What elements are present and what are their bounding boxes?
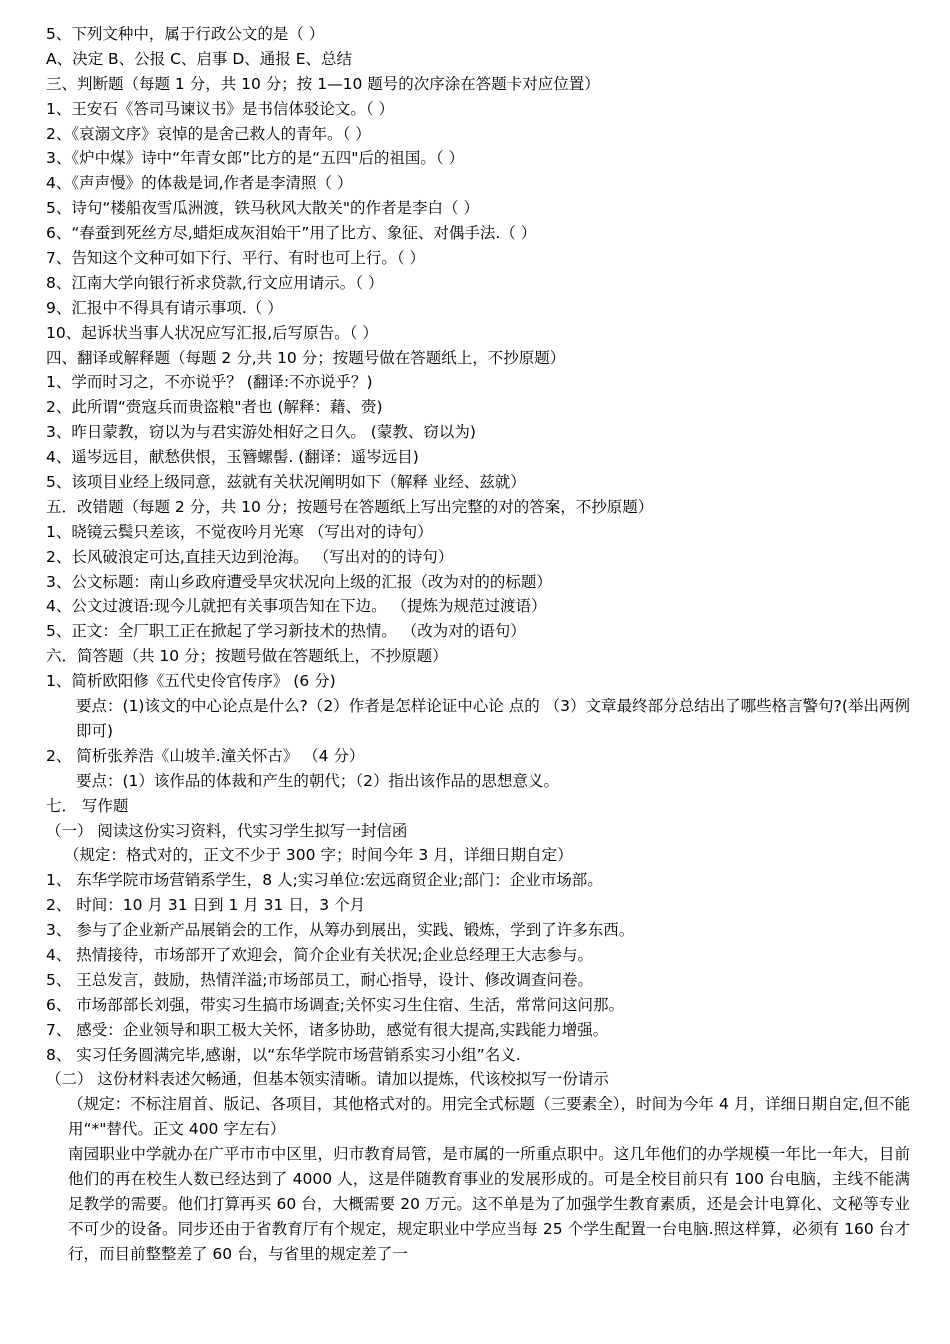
correction-item: 4、公文过渡语:现今儿就把有关事项告知在下边。 （提炼为规范过渡语） bbox=[46, 597, 547, 616]
judge-item: 1、王安石《答司马谏议书》是书信体驳论文。（ ） bbox=[46, 99, 395, 118]
writing-task-1: （一） 阅读这份实习资料，代实习学生拟写一封信函 bbox=[46, 821, 408, 840]
judge-item: 5、诗句“楼船夜雪瓜洲渡，铁马秋风大散关"的作者是李白（ ） bbox=[46, 199, 479, 218]
material-item: 2、 时间：10 月 31 日到 1 月 31 日，3 个月 bbox=[46, 896, 366, 915]
q5-options: A、决定 B、公报 C、启事 D、通报 E、总结 bbox=[46, 49, 352, 68]
section-4-heading: 四、翻译或解释题（每题 2 分,共 10 分；按题号做在答题纸上，不抄原题） bbox=[46, 348, 566, 367]
translate-item: 2、此所谓“赍寇兵而贵盗粮"者也 (解释：藉、赍) bbox=[46, 398, 383, 417]
section-3-heading: 三、判断题（每题 1 分，共 10 分；按 1—10 题号的次序涂在答题卡对应位置） bbox=[46, 74, 600, 93]
material-item: 1、 东华学院市场营销系学生，8 人;实习单位:宏远商贸企业;部门：企业市场部。 bbox=[46, 871, 603, 890]
judge-item: 9、汇报中不得具有请示事项.（ ） bbox=[46, 298, 283, 317]
correction-item: 3、公文标题：南山乡政府遭受旱灾状况向上级的汇报（改为对的的标题） bbox=[46, 572, 552, 591]
correction-item: 5、正文：全厂职工正在掀起了学习新技术的热情。 （改为对的语句） bbox=[46, 622, 526, 641]
correction-item: 2、长风破浪定可达,直挂天边到沧海。 （写出对的的诗句） bbox=[46, 547, 454, 566]
material-paragraph: 南园职业中学就办在广平市市中区里，归市教育局管，是市属的一所重点职中。这几年他们的办学规模一年比一年大，目前他们的再在校生人数已经达到了 4000 人，这是伴随教育事业的发展形成的。可是全校目前只有 100 台电脑，主线不能满足教学的需要。他们打算再买 60 台，大概需要 20 万元。这不单是为了加强学生教育素质，还是会计电算化、文秘等专业不可少的设备。同步还由于省教育厅有个规定，规定职业中学应当每 25 个学生配置一台电脑.照这样算，必须有 160 台才行，而目前整整差了 60 台，与省里的规定差了一 bbox=[68, 1145, 910, 1263]
q5-stem: 5、下列文种中，属于行政公文的是（ ） bbox=[46, 25, 325, 43]
translate-item: 3、昨日蒙教，窃以为与君实游处相好之日久。 (蒙教、窃以为) bbox=[46, 423, 476, 442]
correction-item: 1、晓镜云鬓只差该，不觉夜吟月光寒 （写出对的诗句） bbox=[46, 522, 433, 541]
section-5-heading: 五．改错题（每题 2 分，共 10 分；按题号在答题纸上写出完整的对的答案，不抄原题） bbox=[46, 497, 654, 516]
section-7-heading: 七． 写作题 bbox=[46, 796, 129, 815]
material-item: 5、 王总发言，鼓励，热情洋溢;市场部员工，耐心指导，设计、修改调查问卷。 bbox=[46, 970, 594, 989]
judge-item: 2、《哀溺文序》哀悼的是舍己救人的青年。（ ） bbox=[46, 124, 371, 143]
writing-task-1-rules: （规定：格式对的，正文不少于 300 字；时间今年 3 月，详细日期自定） bbox=[64, 846, 573, 865]
material-item: 7、 感受：企业领导和职工极大关怀，诸多协助，感觉有很大提高,实践能力增强。 bbox=[46, 1020, 609, 1039]
material-item: 4、 热情接待，市场部开了欢迎会，简介企业有关状况;企业总经理王大志参与。 bbox=[46, 945, 594, 964]
section-6-heading: 六．简答题（共 10 分；按题号做在答题纸上，不抄原题） bbox=[46, 647, 448, 666]
short-answer-item: 1、简析欧阳修《五代史伶官传序》 (6 分) bbox=[46, 672, 336, 691]
judge-item: 3、《炉中煤》诗中“年青女郎”比方的是“五四"后的祖国。（ ） bbox=[46, 149, 465, 168]
translate-item: 1、学而时习之，不亦说乎？ (翻译:不亦说乎？) bbox=[46, 373, 373, 392]
material-item: 8、 实习任务圆满完毕,感谢，以“东华学院市场营销系实习小组”名义. bbox=[46, 1045, 521, 1064]
material-item: 3、 参与了企业新产品展销会的工作，从筹办到展出，实践、锻炼，学到了许多东西。 bbox=[46, 921, 635, 940]
writing-task-2-rules: （规定：不标注眉首、版记、各项目，其他格式对的。用完全式标题（三要素全），时间为今年 4 月，详细日期自定,但不能用“*"替代。正文 400 字左右） bbox=[68, 1095, 910, 1139]
translate-item: 4、遥岑远目，献愁供恨，玉簪螺髻. (翻译：遥岑远目) bbox=[46, 448, 419, 467]
judge-item: 7、告知这个文种可如下行、平行、有时也可上行。（ ） bbox=[46, 249, 426, 268]
judge-item: 6、“春蚕到死丝方尽,蜡炬成灰泪始干”用了比方、象征、对偶手法.（ ） bbox=[46, 224, 537, 243]
short-answer-points: 要点：(1)该文的中心论点是什么?（2）作者是怎样论证中心论 点的 （3）文章最终部分总结出了哪些格言警句?(举出两例即可) bbox=[76, 697, 910, 740]
judge-item: 10、起诉状当事人状况应写汇报,后写原告。（ ） bbox=[46, 323, 378, 342]
short-answer-points: 要点：(1）该作品的体裁和产生的朝代；（2）指出该作品的思想意义。 bbox=[76, 771, 560, 790]
short-answer-item: 2、 简析张养浩《山坡羊.潼关怀古》 （4 分） bbox=[46, 746, 365, 765]
writing-task-2: （二） 这份材料表述欠畅通，但基本领实清晰。请加以提炼，代该校拟写一份请示 bbox=[46, 1070, 609, 1089]
judge-item: 4、《声声慢》的体裁是词,作者是李清照（ ） bbox=[46, 174, 353, 193]
judge-item: 8、江南大学向银行祈求贷款,行文应用请示。（ ） bbox=[46, 273, 384, 292]
translate-item: 5、该项目业经上级同意，兹就有关状况阐明如下（解释 业经、兹就） bbox=[46, 473, 526, 492]
material-item: 6、 市场部部长刘强，带实习生搞市场调查;关怀实习生住宿、生活，常常问这问那。 bbox=[46, 995, 625, 1014]
